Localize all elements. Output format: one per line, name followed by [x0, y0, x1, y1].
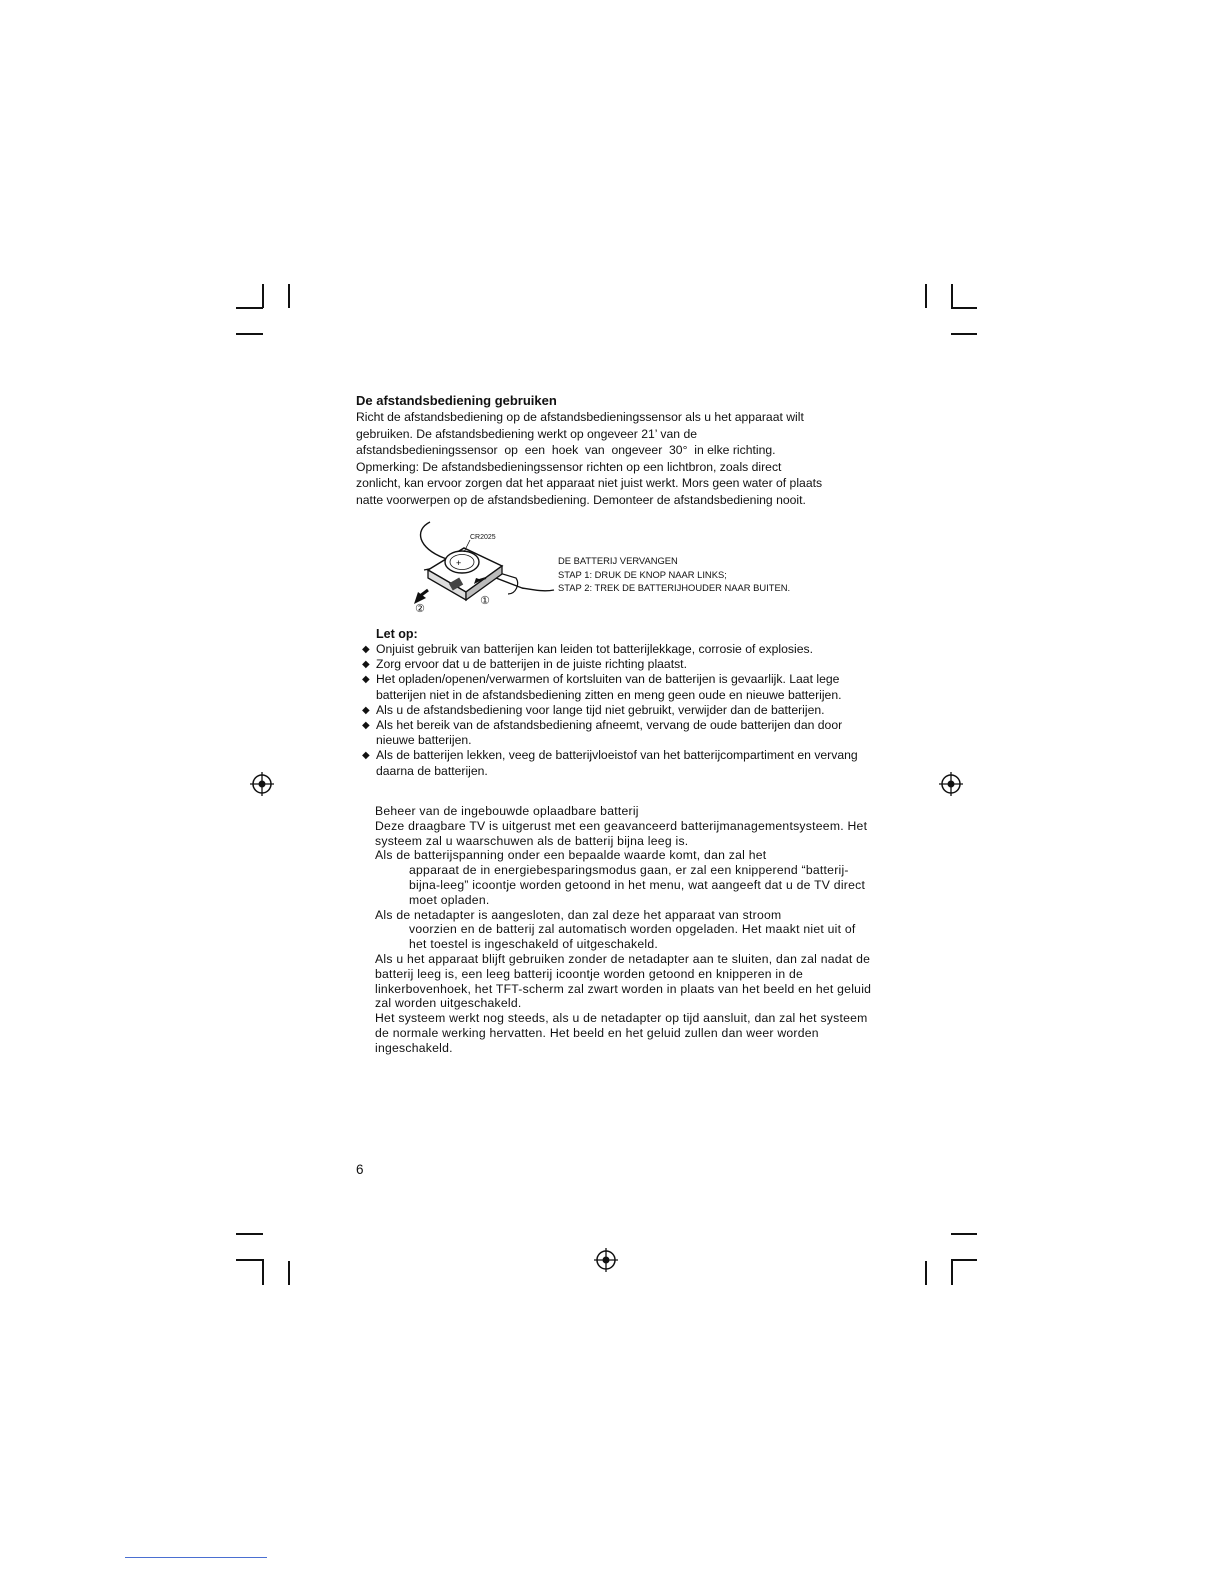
- paragraph-line: zonlicht, kan ervoor zorgen dat het apparaat niet juist werkt. Mors geen water of plaats: [356, 476, 823, 491]
- figure-caption: [558, 554, 790, 595]
- caution-heading: Let op:: [376, 627, 418, 641]
- paragraph-line: Richt de afstandsbediening op de afstandsbedieningssensor als u het apparaat wilt: [356, 410, 804, 424]
- list-item: [362, 642, 882, 657]
- step-1-marker: ①: [480, 595, 490, 607]
- battery-management-section: [375, 804, 875, 1056]
- registration-mark-icon: [248, 770, 276, 798]
- crop-mark: [925, 1261, 927, 1285]
- paragraph: Het systeem werkt nog steeds, als u de netadapter op tijd aansluit, dan zal het systeem de normale werking hervatten. Het beeld en het geluid zullen dan weer worden ingeschakeld.: [375, 1011, 868, 1055]
- page-number: 6: [356, 1162, 364, 1177]
- crop-mark: [951, 333, 977, 335]
- crop-mark: [951, 307, 977, 309]
- list-item-text: Als het bereik van de afstandsbediening afneemt, vervang de oude batterijen dan door nieuwe batterijen.: [376, 718, 843, 748]
- paragraph-lead: Als de batterijspanning onder een bepaalde waarde komt, dan zal het: [375, 848, 767, 863]
- paragraph-line: gebruiken. De afstandsbediening werkt op ongeveer 21’ van de: [356, 426, 698, 441]
- paragraph-indented: apparaat de in energiebesparingsmodus gaan, er zal een knipperend “batterij-bijna-leeg” icoontje worden getoond in het menu, wat aangeeft dat u de TV direct moet opladen.: [409, 863, 866, 907]
- paragraph-line: afstandsbedieningssensor op een hoek van ongeveer 30° in elke richting.: [356, 443, 776, 458]
- registration-mark-icon: [937, 770, 965, 798]
- crop-mark: [236, 333, 263, 335]
- list-item: [362, 718, 882, 748]
- paragraph-lead: Als de netadapter is aangesloten, dan zal deze het apparaat van stroom: [375, 907, 782, 922]
- list-item: [362, 672, 882, 702]
- paragraph: Als u het apparaat blijft gebruiken zonder de netadapter aan te sluiten, dan zal nadat de batterij leeg is, een leeg batterij icoontje worden getoond en knipperen in de linkerbovenhoek, het TFT-scherm zal zwart worden in plaats van het beeld en het geluid zal worden uitgeschakeld.: [375, 951, 872, 1011]
- crop-mark: [288, 1261, 290, 1285]
- list-item-text: Als de batterijen lekken, veeg de batterijvloeistof van het batterijcompartiment en vervang daarna de batterijen.: [376, 748, 858, 778]
- bullet-icon: ◆: [362, 659, 370, 671]
- paragraph-indented: voorzien en de batterij zal automatisch worden opgeladen. Het maakt niet uit of het toestel is ingeschakeld of uitgeschakeld.: [409, 922, 856, 952]
- crop-mark: [236, 307, 263, 309]
- bullet-icon: ◆: [362, 750, 370, 762]
- list-item-text: Het opladen/openen/verwarmen of kortsluiten van de batterijen is gevaarlijk. Laat lege batterijen niet in de afstandsbediening zitten en meng geen oude en nieuwe batterijen.: [376, 672, 842, 702]
- list-item: [362, 748, 882, 778]
- caption-line: STAP 2: TREK DE BATTERIJHOUDER NAAR BUITEN.: [558, 582, 791, 593]
- crop-mark: [236, 1259, 263, 1261]
- paragraph: Deze draagbare TV is uitgerust met een geavanceerd batterijmanagementsysteem. Het systeem zal u waarschuwen als de batterij bijna leeg is.: [375, 818, 868, 848]
- battery-type-label: CR2025: [470, 534, 496, 541]
- caption-line: STAP 1: DRUK DE KNOP NAAR LINKS;: [558, 568, 727, 580]
- list-item: [362, 703, 882, 718]
- list-item: [362, 657, 882, 672]
- caption-line: DE BATTERIJ VERVANGEN: [558, 555, 678, 566]
- crop-mark: [925, 284, 927, 308]
- crop-mark: [262, 1259, 264, 1285]
- section-title: De afstandsbediening gebruiken: [356, 393, 557, 408]
- bullet-icon: ◆: [362, 720, 370, 732]
- caution-list: [362, 642, 882, 779]
- paragraph-line: natte voorwerpen op de afstandsbediening. Demonteer de afstandsbediening nooit.: [356, 492, 806, 507]
- section-title: Beheer van de ingebouwde oplaadbare batterij: [375, 804, 639, 818]
- crop-mark: [236, 1233, 263, 1235]
- crop-mark: [951, 1259, 977, 1261]
- crop-mark: [951, 1233, 977, 1235]
- crop-mark: [262, 284, 264, 308]
- remote-usage-section: [356, 393, 876, 509]
- crop-mark: [951, 1259, 953, 1285]
- footer-link-underline: [125, 1557, 267, 1558]
- step-2-marker: ②: [415, 603, 425, 615]
- list-item-text: Als u de afstandsbediening voor lange tijd niet gebruikt, verwijder dan de batterijen.: [376, 702, 825, 717]
- list-item-text: Onjuist gebruik van batterijen kan leiden tot batterijlekkage, corrosie of explosies.: [376, 642, 813, 656]
- bullet-icon: ◆: [362, 674, 370, 686]
- paragraph-line: Opmerking: De afstandsbedieningssensor richten op een lichtbron, zoals direct: [356, 459, 782, 474]
- crop-mark: [951, 284, 953, 308]
- section-body: [356, 409, 876, 509]
- svg-text:+: +: [456, 558, 462, 568]
- registration-mark-icon: [592, 1246, 620, 1274]
- bullet-icon: ◆: [362, 704, 370, 716]
- caution-section: [362, 626, 882, 779]
- list-item-text: Zorg ervoor dat u de batterijen in de juiste richting plaatst.: [376, 657, 687, 672]
- crop-mark: [288, 284, 290, 308]
- bullet-icon: ◆: [362, 644, 370, 655]
